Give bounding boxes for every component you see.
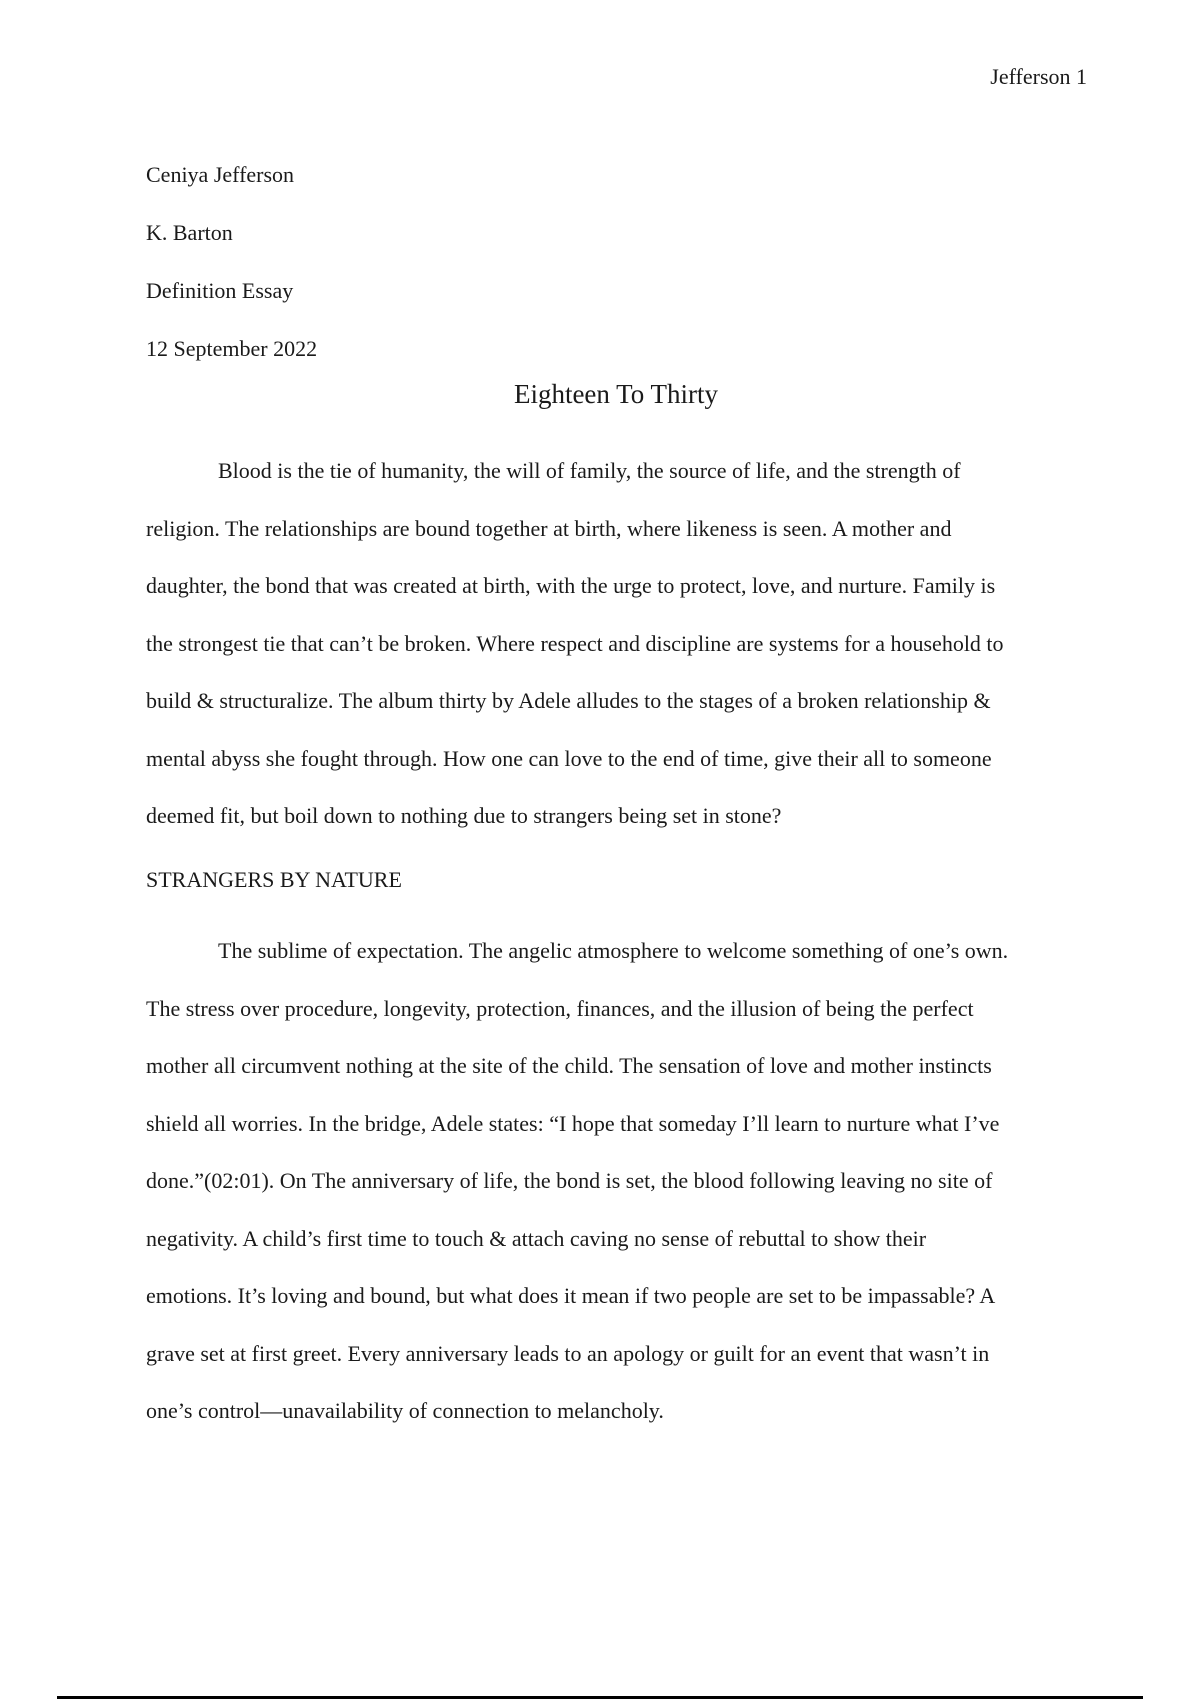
paragraph-2-line: negativity. A child’s first time to touch & attach caving no sense of rebuttal to show their xyxy=(146,1225,927,1251)
paragraph-2 xyxy=(146,922,1096,1440)
instructor-name: K. Barton xyxy=(146,220,233,245)
paragraph-1-line: daughter, the bond that was created at birth, with the urge to protect, love, and nurture. Family is xyxy=(146,573,996,598)
author-name: Ceniya Jefferson xyxy=(146,162,295,187)
paragraph-2-line: The sublime of expectation. The angelic atmosphere to welcome something of one’s own. xyxy=(218,938,1009,963)
paragraph-2-line: mother all circumvent nothing at the site of the child. The sensation of love and mother instincts xyxy=(146,1053,992,1078)
paragraph-1-line: build & structuralize. The album thirty by Adele alludes to the stages of a broken relationship & xyxy=(146,688,991,713)
paragraph-2-line: grave set at first greet. Every anniversary leads to an apology or guilt for an event that wasn’t in xyxy=(146,1340,990,1366)
paragraph-2-line: shield all worries. In the bridge, Adele states: “I hope that someday I’ll learn to nurture what I’ve xyxy=(146,1110,1000,1136)
running-head: Jefferson 1 xyxy=(990,64,1087,89)
paragraph-2-line: done.”(02:01). On The anniversary of life, the bond is set, the blood following leaving no site of xyxy=(146,1168,993,1193)
paragraph-2-line: emotions. It’s loving and bound, but what does it mean if two people are set to be impassable? A xyxy=(146,1283,996,1308)
paragraph-1-line: religion. The relationships are bound together at birth, where likeness is seen. A mother and xyxy=(146,515,952,541)
section-heading: STRANGERS BY NATURE xyxy=(146,867,402,892)
paragraph-1-line: the strongest tie that can’t be broken. Where respect and discipline are systems for a household to xyxy=(146,630,1004,656)
paragraph-2-line: The stress over procedure, longevity, protection, finances, and the illusion of being the perfect xyxy=(146,995,974,1021)
essay-date: 12 September 2022 xyxy=(146,336,318,361)
paragraph-1-line: Blood is the tie of humanity, the will of family, the source of life, and the strength of xyxy=(218,458,961,483)
page-bottom-rule xyxy=(57,1696,1143,1699)
paragraph-2-line: one’s control—unavailability of connection to melancholy. xyxy=(146,1398,664,1423)
essay-title: Eighteen To Thirty xyxy=(513,379,719,409)
paragraph-1-line: deemed fit, but boil down to nothing due to strangers being set in stone? xyxy=(146,803,782,828)
paragraph-1 xyxy=(146,442,1096,845)
mla-heading xyxy=(146,146,1086,378)
paragraph-1-line: mental abyss she fought through. How one can love to the end of time, give their all to someone xyxy=(146,745,992,771)
course-name: Definition Essay xyxy=(146,278,294,303)
